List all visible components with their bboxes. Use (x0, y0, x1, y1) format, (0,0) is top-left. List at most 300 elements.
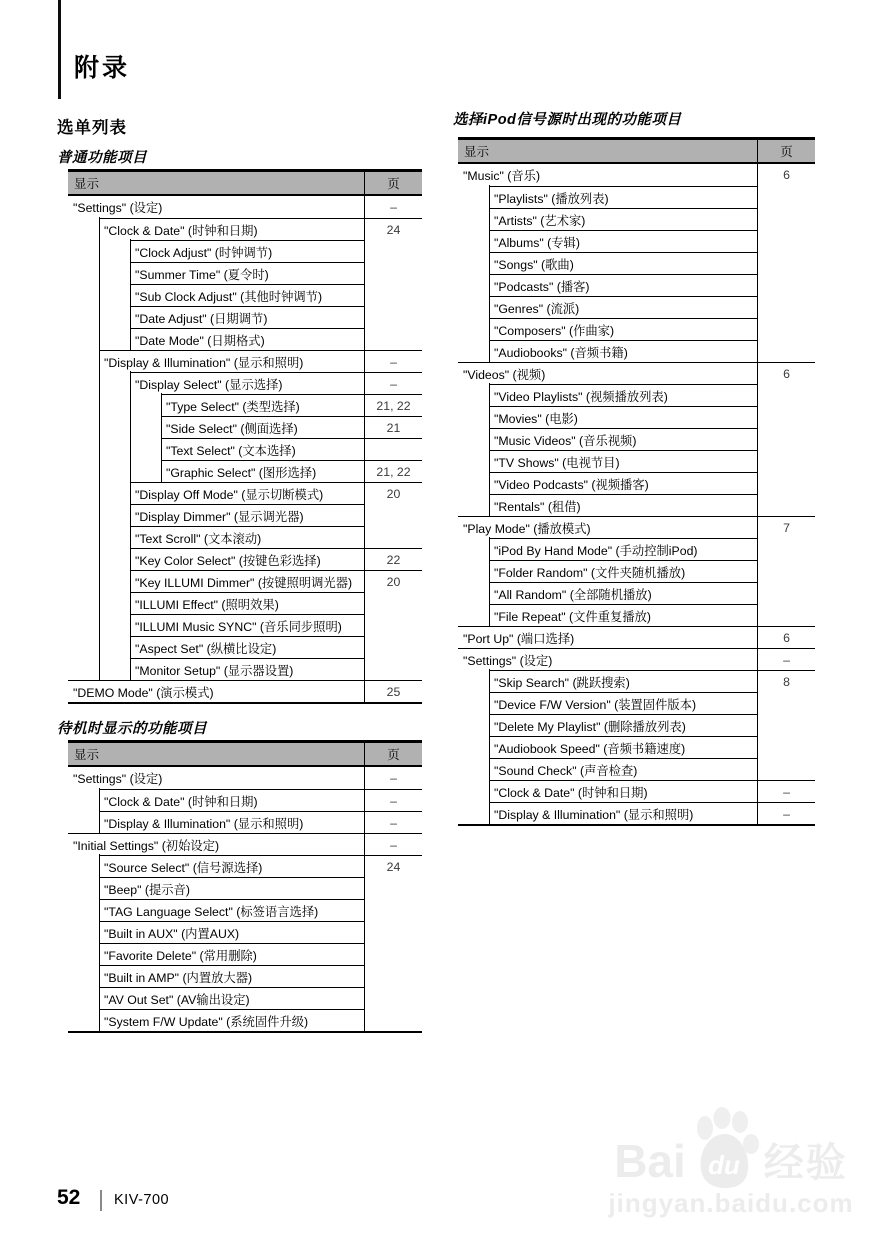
row-label: "Text Scroll" (文本滚动) (130, 526, 364, 548)
row-page (757, 538, 815, 560)
nesting-line (130, 525, 131, 548)
nesting-line (489, 493, 490, 516)
row-page (757, 714, 815, 736)
nesting-line (489, 229, 490, 252)
row-label: "Aspect Set" (纵横比设定) (130, 636, 364, 658)
nesting-line (489, 295, 490, 318)
nesting-line (99, 635, 100, 658)
nesting-line (489, 449, 490, 472)
table-row (68, 680, 422, 702)
row-label: "Port Up" (端口选择) (458, 626, 757, 648)
page-number: 52 (57, 1186, 81, 1209)
row-page (757, 472, 815, 494)
row-page (757, 318, 815, 340)
row-page (364, 526, 422, 548)
row-page (364, 899, 422, 921)
row-label: "Artists" (艺术家) (489, 208, 757, 230)
row-label: "Display Off Mode" (显示切断模式) (130, 482, 364, 504)
table-row (68, 548, 422, 570)
table-row (458, 604, 815, 626)
table-row (458, 758, 815, 780)
nesting-line (99, 481, 100, 504)
nesting-line (99, 964, 100, 987)
nesting-line (99, 788, 100, 811)
table-row (68, 372, 422, 394)
standby-functions-table (68, 740, 422, 1033)
table-row (458, 296, 815, 318)
row-page (364, 877, 422, 899)
table-row (458, 670, 815, 692)
column-header-display: 显示 (464, 145, 490, 159)
table-row (68, 460, 422, 482)
nesting-line (130, 261, 131, 284)
row-label: "Sound Check" (声音检查) (489, 758, 757, 780)
nesting-line (130, 415, 131, 438)
normal-functions-table (68, 169, 422, 704)
row-label: "Side Select" (侧面选择) (161, 416, 364, 438)
row-label: "iPod By Hand Mode" (手动控制iPod) (489, 538, 757, 560)
row-label: "Sub Clock Adjust" (其他时钟调节) (130, 284, 364, 306)
nesting-line (99, 261, 100, 284)
table-row (68, 416, 422, 438)
row-label: "TAG Language Select" (标签语言选择) (99, 899, 364, 921)
table-row (68, 614, 422, 636)
row-page (757, 604, 815, 626)
table-row (68, 526, 422, 548)
table-row (68, 767, 422, 789)
table-header (68, 740, 422, 767)
row-page (364, 592, 422, 614)
nesting-line (161, 415, 162, 438)
table-row (68, 899, 422, 921)
column-header-page: 页 (364, 172, 422, 194)
table-row (68, 811, 422, 833)
row-label: "Composers" (作曲家) (489, 318, 757, 340)
row-page (757, 406, 815, 428)
nesting-line (489, 427, 490, 450)
row-label: "Movies" (电影) (489, 406, 757, 428)
column-header-page: 页 (364, 743, 422, 765)
table-row (458, 274, 815, 296)
table-row (68, 196, 422, 218)
table-row (458, 582, 815, 604)
row-page: – (364, 767, 422, 789)
row-page: – (364, 196, 422, 218)
row-label: "Skip Search" (跳跃搜索) (489, 670, 757, 692)
row-label: "Clock & Date" (时钟和日期) (99, 218, 364, 240)
row-page (364, 658, 422, 680)
row-page (757, 186, 815, 208)
row-page (757, 208, 815, 230)
table-row (458, 450, 815, 472)
table-row (458, 252, 815, 274)
row-label: "Play Mode" (播放模式) (458, 516, 757, 538)
row-page (757, 428, 815, 450)
nesting-line (130, 547, 131, 570)
row-label: "Source Select" (信号源选择) (99, 855, 364, 877)
row-label: "Settings" (设定) (458, 648, 757, 670)
table-row (68, 921, 422, 943)
nesting-line (99, 613, 100, 636)
table-row (68, 284, 422, 306)
row-page (364, 504, 422, 526)
row-label: "Settings" (设定) (73, 772, 163, 786)
row-page (364, 1009, 422, 1031)
nesting-line (99, 239, 100, 262)
table-heading-ipod-functions: 选择iPod信号源时出现的功能项目 (453, 112, 682, 128)
row-page: 24 (364, 218, 422, 240)
nesting-line (99, 525, 100, 548)
menu-list-heading: 选单列表 (57, 119, 127, 137)
table-row (458, 736, 815, 758)
row-label: "Music Videos" (音乐视频) (489, 428, 757, 450)
nesting-line (99, 986, 100, 1009)
row-label: "Music" (音乐) (463, 169, 541, 183)
table-header (458, 137, 815, 164)
row-label: "Date Mode" (日期格式) (130, 328, 364, 350)
nesting-line (130, 569, 131, 592)
row-page (364, 987, 422, 1009)
nesting-line (489, 251, 490, 274)
row-label: "ILLUMI Effect" (照明效果) (130, 592, 364, 614)
nesting-line (489, 691, 490, 714)
column-header-display: 显示 (74, 748, 100, 762)
table-row (68, 943, 422, 965)
row-page (757, 494, 815, 516)
table-row (458, 164, 815, 186)
table-row (68, 658, 422, 680)
nesting-line (489, 339, 490, 362)
table-row (68, 306, 422, 328)
table-row (68, 592, 422, 614)
row-page (364, 262, 422, 284)
nesting-line (489, 273, 490, 296)
row-page (364, 921, 422, 943)
row-page: 25 (364, 680, 422, 702)
nesting-line (99, 349, 100, 372)
row-page (757, 384, 815, 406)
nesting-line (130, 393, 131, 416)
nesting-line (130, 635, 131, 658)
nesting-line (99, 305, 100, 328)
row-page: 6 (757, 362, 815, 384)
row-page: – (757, 780, 815, 802)
nesting-line (130, 437, 131, 460)
row-page (757, 692, 815, 714)
row-label: "Beep" (提示音) (99, 877, 364, 899)
row-page (757, 296, 815, 318)
row-page: 6 (757, 626, 815, 648)
nesting-line (130, 459, 131, 482)
row-label: "Display & Illumination" (显示和照明) (99, 350, 364, 372)
row-label: "Display & Illumination" (显示和照明) (489, 802, 757, 824)
nesting-line (489, 559, 490, 582)
baidu-paw-icon (688, 1106, 762, 1190)
row-page (364, 438, 422, 460)
row-label: "Monitor Setup" (显示器设置) (130, 658, 364, 680)
row-label: "Favorite Delete" (常用删除) (99, 943, 364, 965)
table-row (458, 230, 815, 252)
footer-divider (100, 1190, 102, 1211)
table-row (68, 438, 422, 460)
row-page (757, 274, 815, 296)
row-label: "Built in AMP" (内置放大器) (99, 965, 364, 987)
table-row (458, 560, 815, 582)
nesting-line (489, 317, 490, 340)
table-row (458, 406, 815, 428)
nesting-line (99, 327, 100, 350)
row-page (364, 284, 422, 306)
nesting-line (99, 437, 100, 460)
row-label: "File Repeat" (文件重复播放) (489, 604, 757, 626)
row-label: "Clock Adjust" (时钟调节) (130, 240, 364, 262)
row-label: "Clock & Date" (时钟和日期) (99, 789, 364, 811)
row-label: "Display Dimmer" (显示调光器) (130, 504, 364, 526)
table-row (68, 636, 422, 658)
row-label: "Albums" (专辑) (489, 230, 757, 252)
table-row (458, 648, 815, 670)
nesting-line (161, 393, 162, 416)
nesting-line (489, 735, 490, 758)
row-page: – (364, 372, 422, 394)
nesting-line (99, 371, 100, 394)
table-row (458, 516, 815, 538)
row-label: "System F/W Update" (系统固件升级) (99, 1009, 364, 1031)
nesting-line (489, 603, 490, 626)
row-label: "Delete My Playlist" (删除播放列表) (489, 714, 757, 736)
row-page: 6 (757, 164, 815, 186)
page-title: 附录 (74, 54, 131, 82)
table-row (68, 218, 422, 240)
nesting-line (99, 876, 100, 899)
table-row (458, 384, 815, 406)
row-label: "Display & Illumination" (显示和照明) (99, 811, 364, 833)
nesting-line (99, 393, 100, 416)
row-page: 21, 22 (364, 460, 422, 482)
nesting-line (99, 569, 100, 592)
row-label: "Clock & Date" (时钟和日期) (489, 780, 757, 802)
row-page: 8 (757, 670, 815, 692)
row-label: "Display Select" (显示选择) (130, 372, 364, 394)
table-row (68, 855, 422, 877)
row-label: "AV Out Set" (AV输出设定) (99, 987, 364, 1009)
row-label: "Text Select" (文本选择) (161, 438, 364, 460)
table-row (458, 802, 815, 824)
table-row (68, 482, 422, 504)
table-row (458, 692, 815, 714)
row-label: "Type Select" (类型选择) (161, 394, 364, 416)
row-page: – (364, 833, 422, 855)
nesting-line (99, 854, 100, 877)
section-marker-bar (58, 0, 61, 99)
row-page: – (364, 789, 422, 811)
row-page: 20 (364, 570, 422, 592)
table-row (458, 494, 815, 516)
nesting-line (161, 437, 162, 460)
table-row (68, 350, 422, 372)
table-heading-standby-functions: 待机时显示的功能项目 (57, 721, 207, 737)
watermark-brand-text: Bai (614, 1135, 686, 1187)
row-page: 21 (364, 416, 422, 438)
row-label: "Settings" (设定) (73, 201, 163, 215)
row-page: 24 (364, 855, 422, 877)
row-label: "Audiobooks" (音频书籍) (489, 340, 757, 362)
row-page (364, 636, 422, 658)
nesting-line (130, 283, 131, 306)
row-label: "ILLUMI Music SYNC" (音乐同步照明) (130, 614, 364, 636)
model-name: KIV-700 (114, 1192, 170, 1208)
baidu-watermark (598, 1112, 864, 1219)
row-label: "All Random" (全部随机播放) (489, 582, 757, 604)
watermark-brand-line (598, 1112, 864, 1187)
nesting-line (99, 920, 100, 943)
row-page (757, 736, 815, 758)
nesting-line (489, 757, 490, 780)
row-label: "DEMO Mode" (演示模式) (68, 680, 364, 702)
table-row (458, 318, 815, 340)
row-label: "Video Podcasts" (视频播客) (489, 472, 757, 494)
row-label: "Videos" (视频) (458, 362, 757, 384)
table-row (458, 780, 815, 802)
nesting-line (130, 657, 131, 680)
row-page: – (364, 811, 422, 833)
row-label: "Songs" (歌曲) (489, 252, 757, 274)
row-label: "Key ILLUMI Dimmer" (按键照明调光器) (130, 570, 364, 592)
row-label: "Initial Settings" (初始设定) (68, 833, 364, 855)
row-page: – (364, 350, 422, 372)
nesting-line (99, 1008, 100, 1031)
nesting-line (99, 217, 100, 240)
nesting-line (489, 537, 490, 560)
table-row (68, 833, 422, 855)
row-page (364, 240, 422, 262)
nesting-line (130, 371, 131, 394)
row-label: "Folder Random" (文件夹随机播放) (489, 560, 757, 582)
table-row (68, 328, 422, 350)
row-label: "Device F/W Version" (装置固件版本) (489, 692, 757, 714)
row-label: "Video Playlists" (视频播放列表) (489, 384, 757, 406)
nesting-line (130, 503, 131, 526)
row-label: "Graphic Select" (图形选择) (161, 460, 364, 482)
table-row (458, 186, 815, 208)
nesting-line (99, 657, 100, 680)
table-row (68, 394, 422, 416)
nesting-line (489, 471, 490, 494)
nesting-line (130, 613, 131, 636)
nesting-line (489, 207, 490, 230)
row-page (757, 560, 815, 582)
nesting-line (130, 327, 131, 350)
row-page (364, 306, 422, 328)
row-page: – (757, 648, 815, 670)
row-label: "Summer Time" (夏令时) (130, 262, 364, 284)
ipod-functions-table (458, 137, 815, 826)
table-row (458, 626, 815, 648)
nesting-line (489, 383, 490, 406)
nesting-line (130, 591, 131, 614)
row-page (364, 328, 422, 350)
nesting-line (489, 713, 490, 736)
row-label: "Podcasts" (播客) (489, 274, 757, 296)
table-heading-normal-functions: 普通功能项目 (57, 150, 147, 166)
nesting-line (489, 669, 490, 692)
row-label: "TV Shows" (电视节目) (489, 450, 757, 472)
row-page: 22 (364, 548, 422, 570)
nesting-line (99, 459, 100, 482)
table-row (68, 570, 422, 592)
nesting-line (99, 810, 100, 833)
nesting-line (99, 503, 100, 526)
table-row (458, 340, 815, 362)
table-row (68, 789, 422, 811)
table-row (458, 428, 815, 450)
table-row (68, 240, 422, 262)
table-row (68, 965, 422, 987)
row-page (757, 582, 815, 604)
table-row (68, 262, 422, 284)
table-row (458, 208, 815, 230)
nesting-line (130, 305, 131, 328)
row-label: "Built in AUX" (内置AUX) (99, 921, 364, 943)
nesting-line (489, 185, 490, 208)
nesting-line (99, 942, 100, 965)
row-label: "Genres" (流派) (489, 296, 757, 318)
nesting-line (99, 591, 100, 614)
nesting-line (489, 801, 490, 824)
row-page (757, 252, 815, 274)
table-row (68, 987, 422, 1009)
watermark-url: jingyan.baidu.com (608, 1188, 854, 1218)
nesting-line (130, 481, 131, 504)
row-page (757, 450, 815, 472)
row-page (757, 758, 815, 780)
nesting-line (489, 779, 490, 802)
row-label: "Rentals" (租借) (489, 494, 757, 516)
row-label: "Audiobook Speed" (音频书籍速度) (489, 736, 757, 758)
row-page: 7 (757, 516, 815, 538)
table-row (68, 877, 422, 899)
row-page: 21, 22 (364, 394, 422, 416)
row-page (757, 230, 815, 252)
table-row (458, 538, 815, 560)
nesting-line (99, 415, 100, 438)
row-label: "Key Color Select" (按键色彩选择) (130, 548, 364, 570)
nesting-line (161, 459, 162, 482)
nesting-line (99, 547, 100, 570)
column-header-display: 显示 (74, 177, 100, 191)
row-page: 20 (364, 482, 422, 504)
row-label: "Playlists" (播放列表) (489, 186, 757, 208)
svg-text:du: du (707, 1150, 740, 1180)
row-page (364, 943, 422, 965)
row-page (364, 965, 422, 987)
nesting-line (99, 898, 100, 921)
nesting-line (130, 239, 131, 262)
column-header-page: 页 (757, 140, 815, 162)
nesting-line (489, 405, 490, 428)
row-page: – (757, 802, 815, 824)
nesting-line (489, 581, 490, 604)
table-row (68, 1009, 422, 1031)
row-page (757, 340, 815, 362)
nesting-line (99, 283, 100, 306)
table-row (458, 472, 815, 494)
row-page (364, 614, 422, 636)
table-row (458, 362, 815, 384)
table-header (68, 169, 422, 196)
watermark-brand-suffix: 经验 (763, 1141, 848, 1185)
table-row (68, 504, 422, 526)
